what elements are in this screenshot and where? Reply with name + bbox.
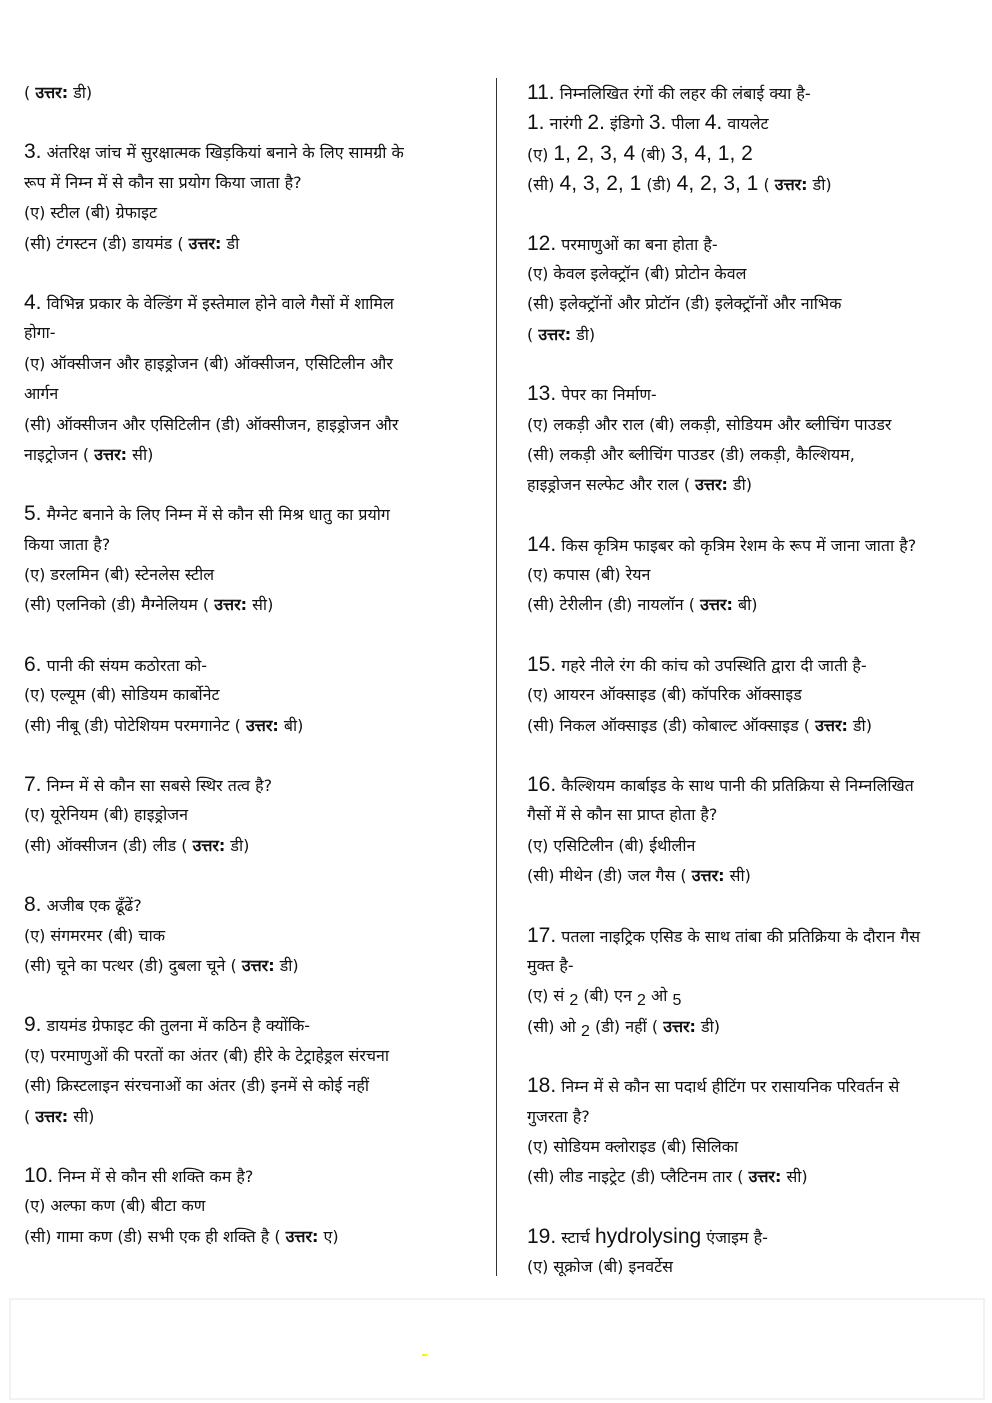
text-line (24, 1041, 479, 1071)
column-divider (496, 78, 497, 1276)
text-segment: कैल्शियम कार्बाइड के साथ पानी की प्रतिक्रिया से निम्नलिखित (556, 776, 914, 796)
text-segment: डी) (274, 955, 299, 975)
text-segment: (ए) आयरन ऑक्साइड (बी) कॉपरिक ऑक्साइड (527, 685, 802, 705)
question-block (527, 1071, 982, 1193)
text-segment: ( (527, 324, 539, 344)
answer-label: उत्तर: (538, 324, 572, 344)
number-text: 4, 3, 2, 1 (559, 172, 642, 196)
answer-label: उत्तर: (192, 835, 226, 855)
text-segment: डी) (807, 175, 832, 195)
number-text: 14. (527, 532, 557, 556)
text-line (527, 680, 982, 710)
answer-label: उत्तर: (35, 1106, 69, 1126)
text-segment: पीला (666, 114, 705, 134)
text-segment: (ए) संगमरमर (बी) चाक (24, 925, 165, 945)
question-block (24, 1010, 479, 1132)
number-text: 4. (704, 111, 723, 135)
text-line (24, 288, 479, 318)
answer-label: उत्तर: (241, 955, 275, 975)
text-line (527, 289, 982, 319)
text-segment: पेपर का निर्माण- (556, 385, 657, 405)
text-line (527, 1252, 982, 1282)
text-line (24, 680, 479, 710)
text-line (24, 711, 479, 741)
text-line (527, 1071, 982, 1101)
answer-label: उत्तर: (285, 1226, 319, 1246)
text-segment: डी) (695, 1016, 721, 1036)
text-segment: (ए) ऑक्सीजन और हाइड्रोजन (बी) ऑक्सीजन, एसिटिलीन और (24, 353, 393, 373)
answer-label: उत्तर: (214, 595, 248, 615)
text-segment: हाइड्रोजन सल्फेट और राल ( (527, 475, 696, 495)
text-segment: निम्न में से कौन सा सबसे स्थिर तत्व है? (41, 776, 273, 796)
text-segment: स्टार्च (556, 1227, 595, 1247)
text-segment: निम्नलिखित रंगों की लहर की लंबाई क्या है- (554, 84, 811, 103)
text-line (527, 410, 982, 440)
number-text: 9. (24, 1013, 42, 1037)
text-segment: सी) (781, 1167, 808, 1187)
text-segment: (सी) नीबू (डी) पोटेशियम परमगानेट ( (24, 715, 247, 735)
text-line (527, 470, 982, 500)
number-text: 13. (527, 382, 557, 406)
number-text: 17. (527, 923, 557, 947)
text-segment: (सी) ओ (527, 1016, 581, 1036)
text-line (527, 139, 982, 169)
text-line (527, 229, 982, 259)
text-line (527, 560, 982, 590)
text-line (24, 198, 479, 228)
answer-label: उत्तर: (700, 595, 733, 615)
text-line (527, 1162, 982, 1192)
text-line (527, 530, 982, 560)
text-segment: निम्न में से कौन सी शक्ति कम है? (53, 1166, 254, 1186)
text-segment: (बी) एन (578, 986, 637, 1006)
number-text: 16. (527, 773, 557, 797)
question-block (24, 890, 479, 981)
text-segment: डायमंड ग्रेफाइट की तुलना में कठिन है क्योंकि- (41, 1016, 311, 1036)
text-line (24, 770, 479, 800)
text-segment: (सी) एलनिको (डी) मैग्नेलियम ( (24, 595, 215, 615)
text-segment: किस कृत्रिम फाइबर को कृत्रिम रेशम के रूप में जाना जाता है? (556, 535, 917, 555)
text-segment: वायलेट (722, 114, 769, 134)
text-segment: डी) (225, 835, 250, 855)
number-text: 15. (527, 652, 557, 676)
text-line (24, 800, 479, 830)
text-segment: गहरे नीले रंग की कांच को उपस्थिति द्वारा दी जाती है- (556, 655, 867, 675)
text-segment: एंजाइम है- (701, 1227, 768, 1247)
text-segment: मुक्त है- (527, 955, 574, 975)
text-segment: अंतरिक्ष जांच में सुरक्षात्मक खिड़कियां बनाने के लिए सामग्री के (41, 143, 404, 163)
text-segment: ए) (318, 1226, 339, 1246)
text-segment: (ए) अल्फा कण (बी) बीटा कण (24, 1196, 206, 1216)
number-text: 2. (587, 111, 605, 135)
text-segment: (सी) टंगस्टन (डी) डायमंड ( (24, 233, 189, 253)
answer-label: उत्तर: (815, 715, 848, 735)
text-segment: (ए) (527, 144, 554, 164)
text-segment: ( (758, 175, 775, 195)
text-line (527, 590, 982, 620)
text-line (527, 259, 982, 289)
text-segment: निम्न में से कौन सा पदार्थ हीटिंग पर रासायनिक परिवर्तन से (556, 1077, 900, 1097)
text-segment: अजीब एक ढूँढें? (41, 896, 142, 916)
text-segment: सी) (68, 1106, 95, 1126)
number-text: 1, 2, 3, 4 (553, 141, 636, 165)
text-segment: ( (24, 83, 36, 102)
text-segment: (ए) केवल इलेक्ट्रॉन (बी) प्रोटोन केवल (527, 263, 747, 283)
question-block (527, 530, 982, 621)
text-segment: (सी) गामा कण (डी) सभी एक ही शक्ति है ( (24, 1226, 286, 1246)
text-segment: डी (221, 233, 240, 253)
text-segment: आर्गन (24, 384, 59, 404)
text-segment: किया जाता है? (24, 534, 111, 554)
text-line (24, 440, 479, 470)
question-block (24, 650, 479, 741)
text-segment: बी) (732, 595, 758, 615)
text-segment: (ए) एल्यूम (बी) सोडियम कार्बोनेट (24, 685, 220, 705)
text-segment: (बी) (635, 144, 672, 164)
text-segment: (सी) निकल ऑक्साइड (डी) कोबाल्ट ऑक्साइड ( (527, 715, 816, 735)
left-column (24, 78, 479, 1281)
text-segment: पानी की संयम कठोरता को- (41, 655, 208, 675)
footer-mark (422, 1354, 427, 1356)
text-line (527, 320, 982, 350)
text-line (24, 1161, 479, 1191)
subscript: 5 (672, 992, 682, 1010)
text-segment: (डी) नहीं ( (589, 1016, 664, 1036)
text-segment: (ए) सं (527, 986, 570, 1006)
answer-label: उत्तर: (695, 475, 728, 495)
subscript: 2 (569, 992, 579, 1010)
number-text: hydrolysing (594, 1224, 702, 1248)
subscript: 2 (637, 992, 646, 1010)
number-text: 18. (527, 1074, 557, 1098)
text-line (24, 590, 479, 620)
text-segment: (सी) मीथेन (डी) जल गैस ( (527, 866, 692, 886)
number-text: 11. (527, 81, 555, 104)
text-line (24, 530, 479, 560)
text-line (24, 379, 479, 409)
question-block (24, 770, 479, 861)
text-line (24, 560, 479, 590)
question-block (24, 288, 479, 470)
subscript: 2 (580, 1022, 590, 1040)
number-text: 5. (24, 502, 42, 526)
text-segment: रूप में निम्न में से कौन सा प्रयोग किया जाता है? (24, 172, 302, 192)
text-line (527, 379, 982, 409)
text-line (24, 1071, 479, 1101)
text-line (24, 168, 479, 198)
answer-label: उत्तर: (246, 715, 279, 735)
text-segment: पतला नाइट्रिक एसिड के साथ तांबा की प्रतिक्रिया के दौरान गैस (556, 926, 921, 946)
footer-box (9, 1298, 985, 1400)
text-segment: (ए) स्टील (बी) ग्रेफाइट (24, 203, 158, 223)
text-line (527, 861, 982, 891)
text-line (24, 831, 479, 861)
number-text: 3, 4, 1, 2 (671, 141, 753, 165)
text-line (527, 770, 982, 800)
text-segment: नारंगी (544, 114, 588, 134)
text-line (527, 169, 982, 199)
text-segment: (सी) ऑक्सीजन और एसिटिलीन (डी) ऑक्सीजन, हाइड्रोजन और (24, 414, 399, 434)
right-column (527, 78, 982, 1312)
number-text: 19. (527, 1224, 557, 1248)
question-block (527, 78, 982, 200)
question-block (24, 78, 479, 108)
question-block (527, 921, 982, 1043)
text-segment: डी) (727, 475, 752, 495)
text-segment: गुजरता है? (527, 1106, 590, 1126)
text-line (527, 108, 982, 138)
text-line (24, 1102, 479, 1132)
number-text: 4. (24, 290, 42, 314)
text-line (24, 951, 479, 981)
text-segment: मैग्नेट बनाने के लिए निम्न में से कौन सी मिश्र धातु का प्रयोग (41, 505, 390, 525)
text-line (527, 711, 982, 741)
text-segment: (सी) क्रिस्टलाइन संरचनाओं का अंतर (डी) इनमें से कोई नहीं (24, 1076, 369, 1096)
answer-label: उत्तर: (774, 175, 808, 195)
text-line (527, 1222, 982, 1252)
question-block (527, 770, 982, 892)
text-segment: विभिन्न प्रकार के वेल्डिंग में इस्तेमाल होने वाले गैसों में शामिल (41, 293, 394, 313)
text-segment: (ए) यूरेनियम (बी) हाइड्रोजन (24, 805, 189, 825)
number-text: 12. (527, 231, 557, 255)
text-segment: (सी) लकड़ी और ब्लीचिंग पाउडर (डी) लकड़ी, कैल्शियम, (527, 444, 855, 464)
text-segment: (ए) परमाणुओं की परतों का अंतर (बी) हीरे के टेट्राहेड्रल संरचना (24, 1045, 390, 1065)
text-line (24, 349, 479, 379)
number-text: 1. (527, 111, 545, 135)
text-segment: (सी) ऑक्सीजन (डी) लीड ( (24, 835, 193, 855)
text-line (527, 650, 982, 680)
question-block (24, 499, 479, 621)
number-text: 7. (24, 773, 42, 797)
text-line (24, 499, 479, 529)
text-line (527, 921, 982, 951)
text-segment: (सी) इलेक्ट्रॉनों और प्रोटॉन (डी) इलेक्ट्रॉनों और नाभिक (527, 294, 842, 314)
number-text: 4, 2, 3, 1 (676, 172, 759, 196)
text-line (24, 1191, 479, 1221)
answer-label: उत्तर: (35, 83, 69, 102)
text-segment: (ए) डरलमिन (बी) स्टेनलेस स्टील (24, 565, 215, 585)
text-segment: (सी) लीड नाइट्रेट (डी) प्लैटिनम तार ( (527, 1167, 749, 1187)
text-line (24, 890, 479, 920)
number-text: 8. (24, 893, 42, 917)
text-line (24, 229, 479, 259)
text-line (527, 951, 982, 981)
text-segment: (ए) सोडियम क्लोराइड (बी) सिलिका (527, 1136, 739, 1156)
number-text: 3. (648, 111, 667, 135)
question-block (24, 1161, 479, 1252)
number-text: 3. (24, 140, 42, 164)
answer-label: उत्तर: (748, 1167, 782, 1187)
text-segment: परमाणुओं का बना होता है- (556, 234, 718, 254)
answer-label: उत्तर: (691, 866, 725, 886)
text-segment: इंडिगो (604, 114, 649, 134)
text-segment: होगा- (24, 323, 56, 343)
text-segment: सी) (724, 866, 751, 886)
text-line (527, 831, 982, 861)
text-line (527, 800, 982, 830)
text-segment: नाइट्रोजन ( (24, 444, 95, 464)
text-segment: सी) (127, 444, 154, 464)
text-line (527, 1132, 982, 1162)
text-segment: (सी) (527, 175, 560, 195)
text-line (24, 410, 479, 440)
text-segment: डी) (68, 83, 93, 102)
text-segment: (ए) कपास (बी) रेयन (527, 565, 651, 585)
text-line (24, 137, 479, 167)
text-segment: (सी) चूने का पत्थर (डी) दुबला चूने ( (24, 955, 242, 975)
question-block (527, 650, 982, 741)
number-text: 10. (24, 1163, 54, 1187)
text-segment: ( (24, 1106, 36, 1126)
text-segment: (सी) टेरीलीन (डी) नायलॉन ( (527, 595, 701, 615)
text-segment: बी) (278, 715, 304, 735)
text-segment: (ए) सूक्रोज (बी) इनवर्टेस (527, 1257, 673, 1277)
text-segment: (ए) लकड़ी और राल (बी) लकड़ी, सोडियम और ब्लीचिंग पाउडर (527, 414, 892, 434)
text-line (527, 440, 982, 470)
answer-label: उत्तर: (188, 233, 222, 253)
text-segment: डी) (571, 324, 596, 344)
question-block (527, 1222, 982, 1283)
text-segment: (ए) एसिटिलीन (बी) ईथीलीन (527, 835, 696, 855)
text-line (24, 318, 479, 348)
question-block (527, 379, 982, 501)
text-segment: (डी) (641, 175, 677, 195)
text-segment: ओ (645, 986, 673, 1006)
text-line (24, 921, 479, 951)
number-text: 6. (24, 652, 42, 676)
question-block (527, 229, 982, 351)
text-line (527, 981, 982, 1011)
text-line (24, 650, 479, 680)
answer-label: उत्तर: (663, 1016, 696, 1036)
text-line (24, 1010, 479, 1040)
answer-label: उत्तर: (94, 444, 128, 464)
text-line (24, 78, 479, 108)
text-segment: गैसों में से कौन सा प्राप्त होता है? (527, 805, 718, 825)
question-block (24, 137, 479, 259)
text-line (527, 1102, 982, 1132)
text-segment: डी) (847, 715, 872, 735)
text-line (24, 1222, 479, 1252)
text-segment: सी) (247, 595, 274, 615)
text-line (527, 1012, 982, 1042)
text-line (527, 78, 982, 108)
